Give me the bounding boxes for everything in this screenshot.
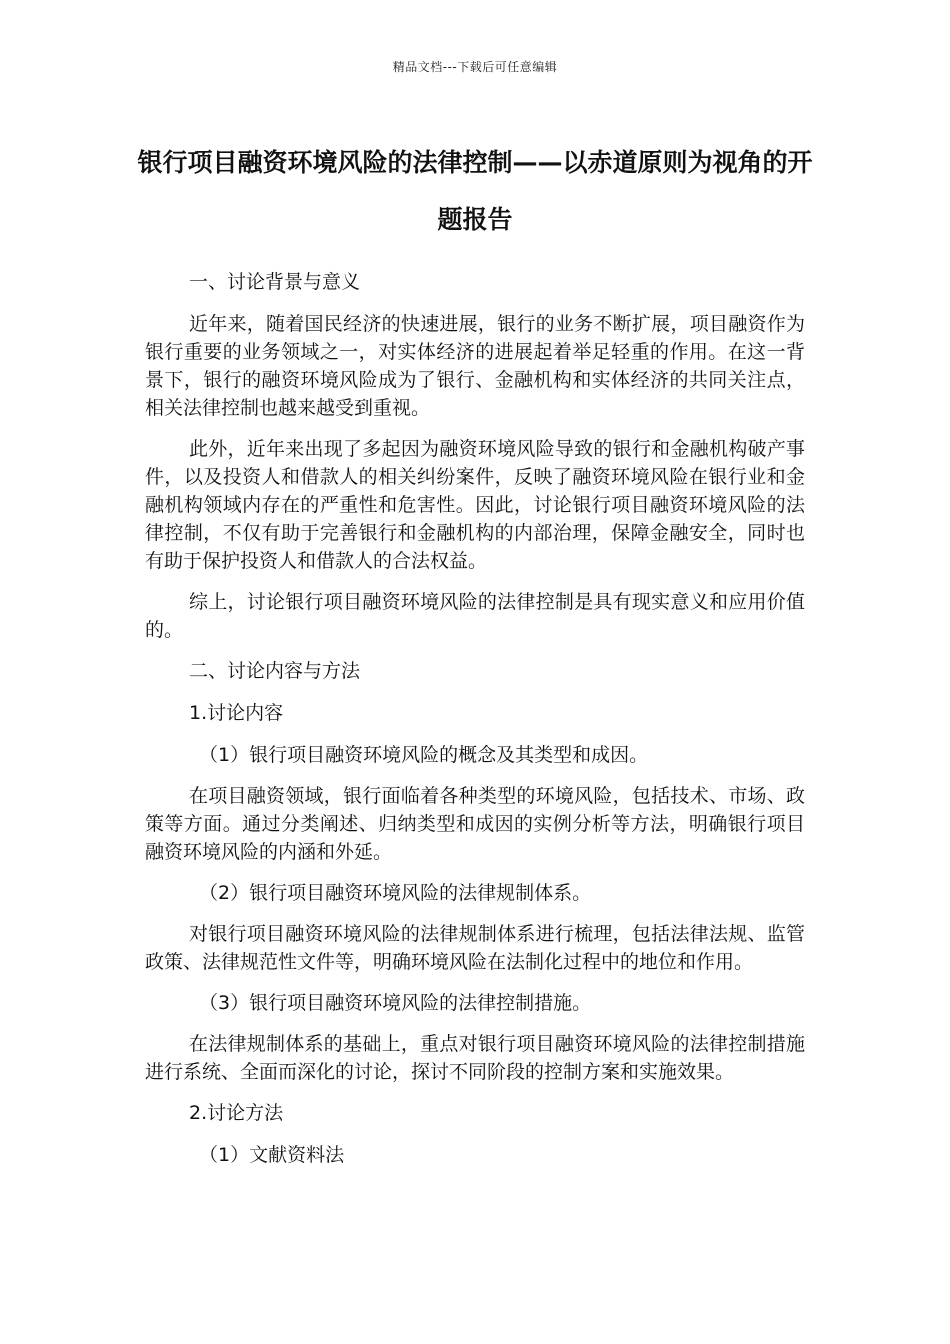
item-heading-2: （2）银行项目融资环境风险的法律规制体系。 [199, 882, 592, 904]
header-note: 精品文档---下载后可任意编辑 [392, 60, 558, 74]
subsection-heading-method: 2.讨论方法 [189, 1102, 284, 1124]
subsection-heading-content: 1.讨论内容 [189, 702, 284, 724]
paragraph: 在法律规制体系的基础上，重点对银行项目融资环境风险的法律控制措施进行系统、全面而深化的讨论，探讨不同阶段的控制方案和实施效果。 [145, 1033, 805, 1083]
item-heading-3: （3）银行项目融资环境风险的法律控制措施。 [199, 992, 592, 1014]
document-body [145, 268, 805, 1182]
paragraph: 对银行项目融资环境风险的法律规制体系进行梳理，包括法律法规、监管政策、法律规范性文件等，明确环境风险在法制化过程中的地位和作用。 [145, 923, 805, 973]
paragraph: 在项目融资领域，银行面临着各种类型的环境风险，包括技术、市场、政策等方面。通过分类阐述、归纳类型和成因的实例分析等方法，明确银行项目融资环境风险的内涵和外延。 [145, 785, 805, 863]
paragraph: 综上，讨论银行项目融资环境风险的法律控制是具有现实意义和应用价值的。 [145, 591, 805, 641]
item-heading-method-1: （1）文献资料法 [199, 1144, 345, 1166]
paragraph: 近年来，随着国民经济的快速进展，银行的业务不断扩展，项目融资作为银行重要的业务领域之一，对实体经济的进展起着举足轻重的作用。在这一背景下，银行的融资环境风险成为了银行、金融机构和实体经济的共同关注点，相关法律控制也越来越受到重视。 [145, 313, 805, 419]
paragraph: 此外，近年来出现了多起因为融资环境风险导致的银行和金融机构破产事件，以及投资人和借款人的相关纠纷案件，反映了融资环境风险在银行业和金融机构领域内存在的严重性和危害性。因此，讨论银行项目融资环境风险的法律控制，不仅有助于完善银行和金融机构的内部治理，保障金融安全，同时也有助于保护投资人和借款人的合法权益。 [145, 438, 805, 572]
section-heading-2: 二、讨论内容与方法 [189, 660, 361, 682]
section-heading-1: 一、讨论背景与意义 [189, 271, 361, 293]
document-title: 银行项目融资环境风险的法律控制——以赤道原则为视角的开题报告 [137, 148, 813, 234]
item-heading-1: （1）银行项目融资环境风险的概念及其类型和成因。 [199, 744, 649, 766]
